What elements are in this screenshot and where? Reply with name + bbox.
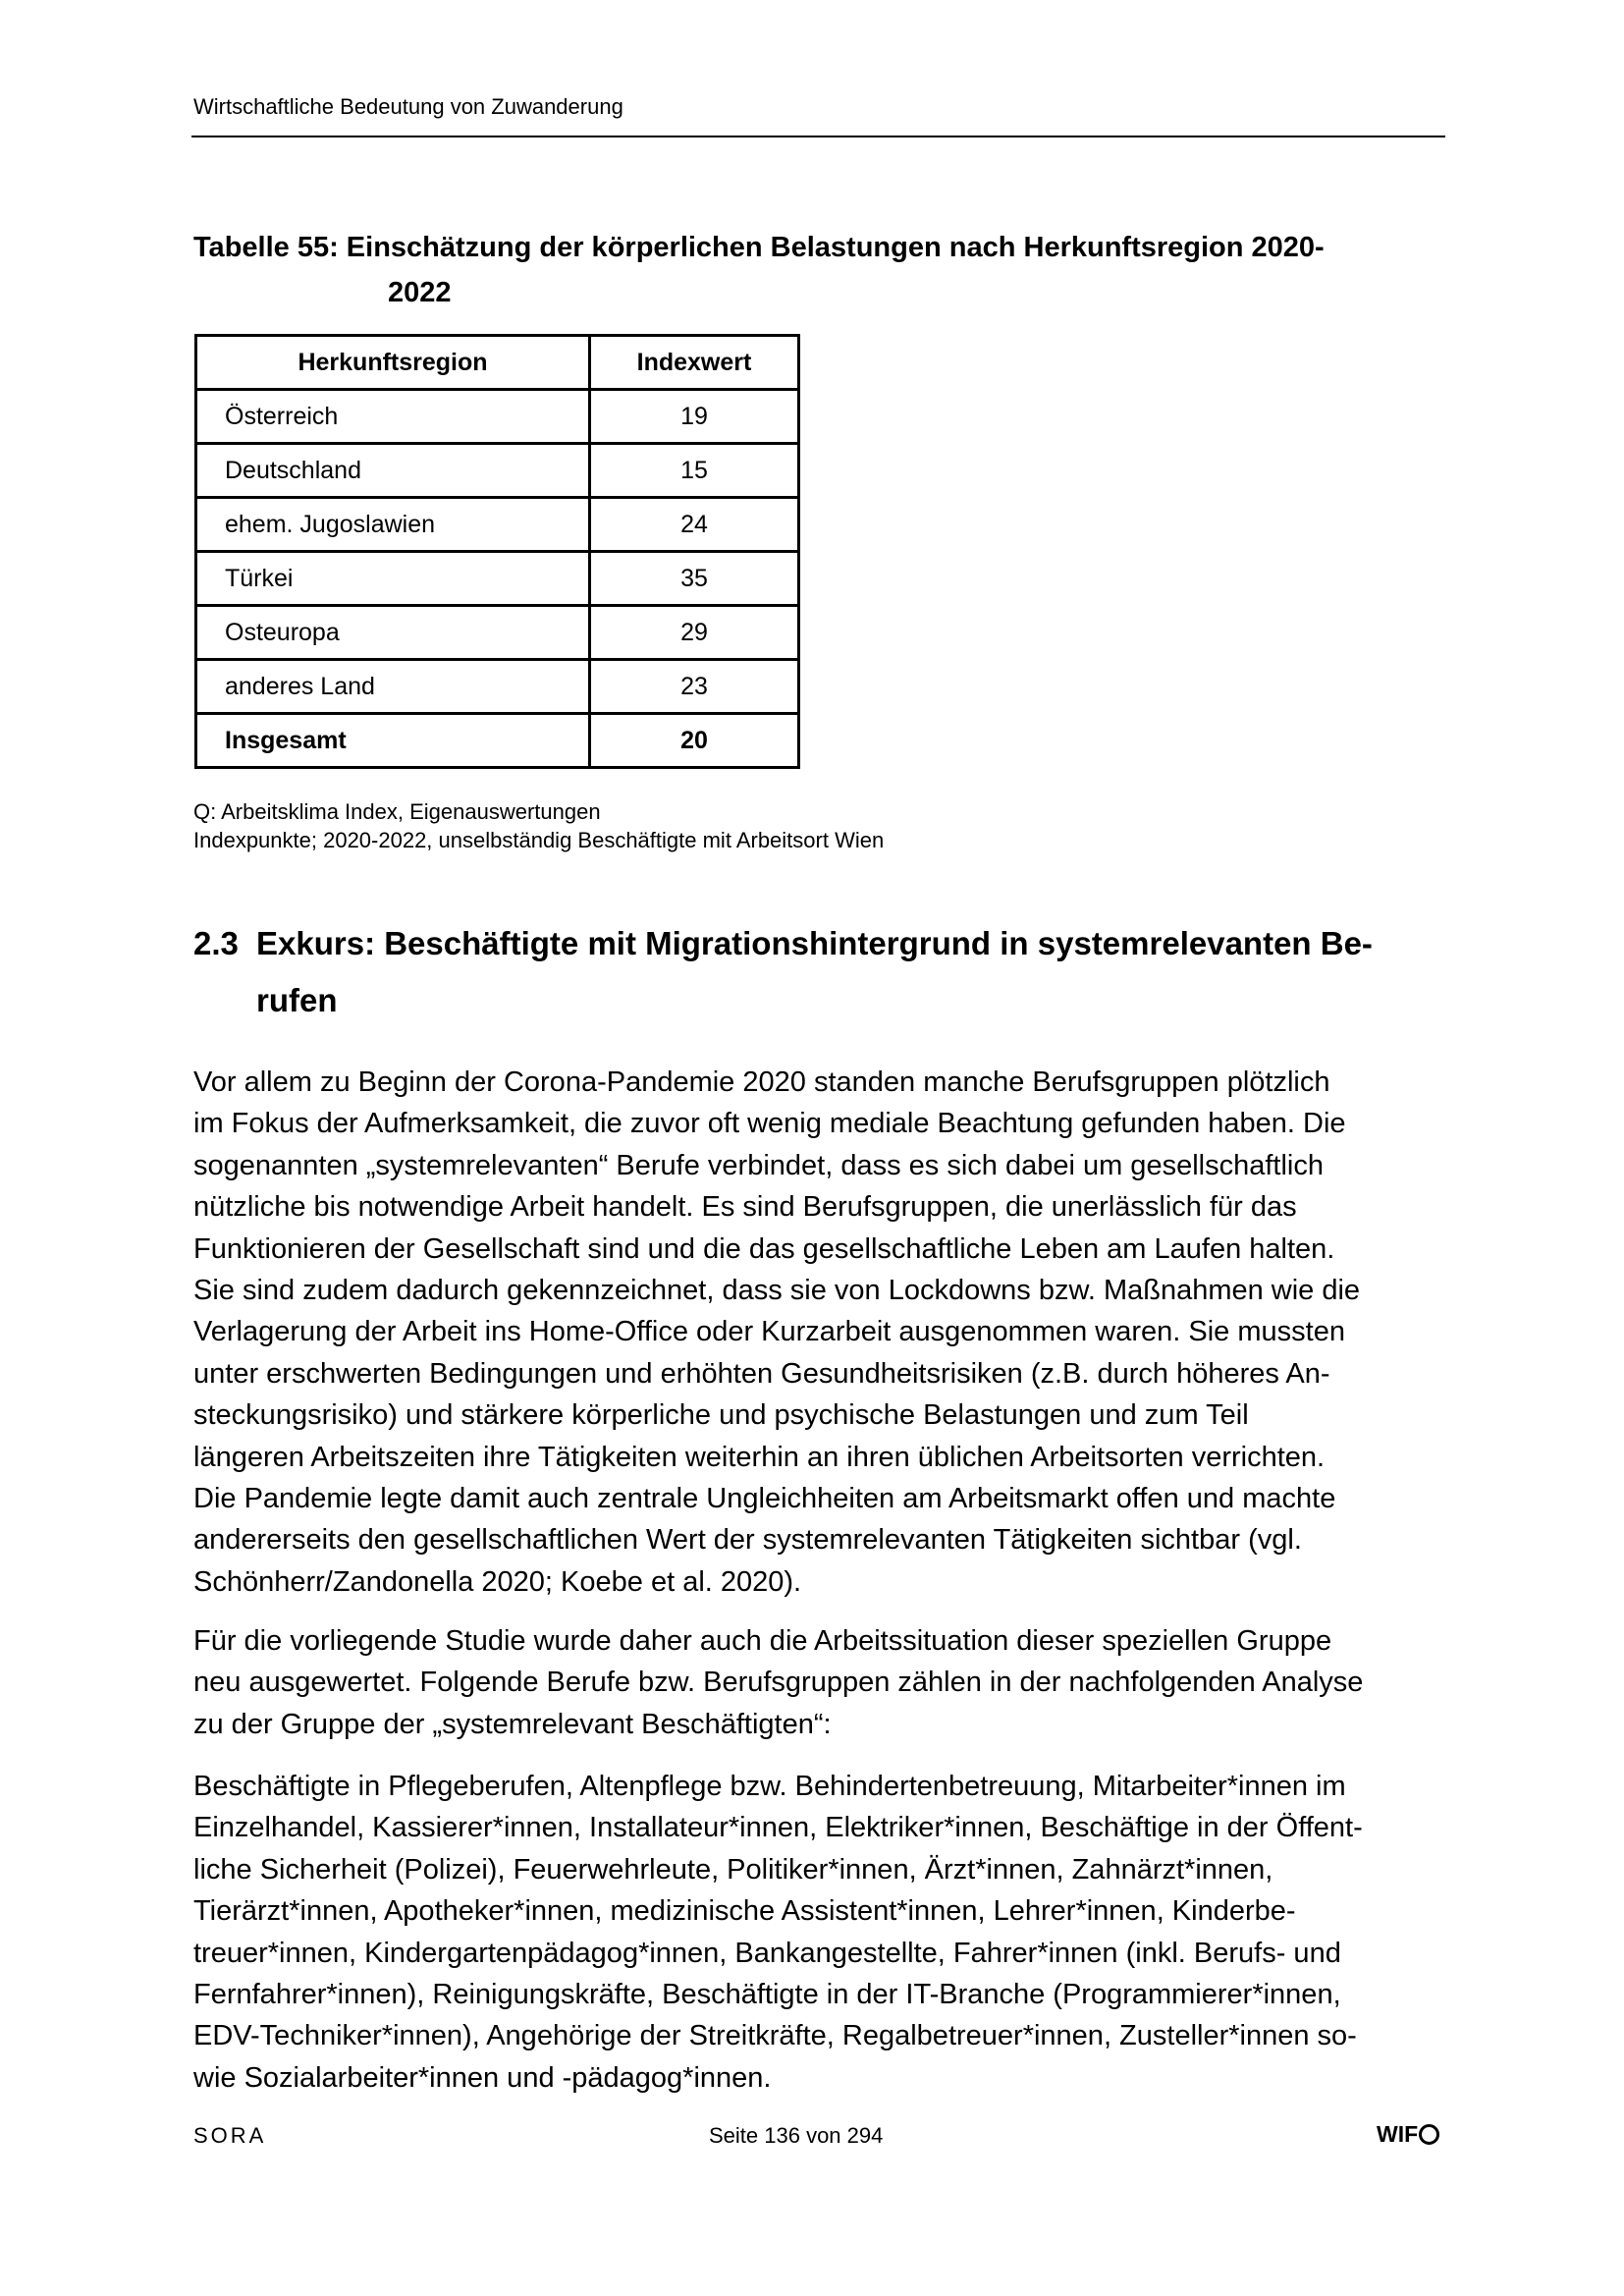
section-title [256, 915, 1454, 1029]
footer-publisher: SORA [193, 2123, 267, 2148]
table-note: Indexpunkte; 2020-2022, unselbständig Beschäftigte mit Arbeitsort Wien [193, 828, 885, 852]
table-header-row [196, 336, 799, 390]
paragraph-1 [193, 1062, 1452, 1603]
column-header-value: Indexwert [590, 336, 799, 390]
table-row [196, 606, 799, 660]
table-total-row [196, 714, 799, 768]
cell-region: ehem. Jugoslawien [196, 498, 590, 552]
page-number: Seite 136 von 294 [709, 2123, 884, 2148]
text-line: Beschäftigte in Pflegeberufen, Altenpflege bzw. Behindertenbetreuung, Mitarbeiter*innen im [193, 1771, 1346, 1802]
cell-value: 35 [590, 552, 799, 606]
text-line: nützliche bis notwendige Arbeit handelt. Es sind Berufsgruppen, die unerlässlich für das [193, 1191, 1297, 1224]
text-line: zu der Gruppe der „systemrelevant Beschäftigten“: [193, 1708, 832, 1740]
text-line: andererseits den gesellschaftlichen Wert der systemrelevanten Tätigkeiten sichtbar (vgl. [193, 1524, 1302, 1557]
cell-region: Osteuropa [196, 606, 590, 660]
cell-total-value: 20 [590, 714, 799, 768]
text-line: Verlagerung der Arbeit ins Home-Office oder Kurzarbeit ausgenommen waren. Sie mussten [193, 1316, 1345, 1348]
column-header-region: Herkunftsregion [196, 336, 590, 390]
section-title-line: rufen [256, 982, 338, 1018]
table-row [196, 660, 799, 714]
table-notes [193, 797, 884, 854]
section-number: 2.3 [193, 925, 239, 961]
text-line: im Fokus der Aufmerksamkeit, die zuvor oft wenig mediale Beachtung gefunden haben. Die [193, 1108, 1346, 1140]
text-line: Fernfahrer*innen), Reinigungskräfte, Beschäftigte in der IT-Branche (Programmierer*innen, [193, 1979, 1341, 2011]
logo-o-icon [1419, 2124, 1439, 2145]
cell-value: 19 [590, 390, 799, 444]
paragraph-2 [193, 1620, 1452, 1745]
logo-text: WIF [1377, 2121, 1419, 2147]
cell-value: 24 [590, 498, 799, 552]
text-line: Tierärzt*innen, Apotheker*innen, medizinische Assistent*innen, Lehrer*innen, Kinderbe- [193, 1895, 1296, 1928]
text-line: Vor allem zu Beginn der Corona-Pandemie 2020 standen manche Berufsgruppen plötzlich [193, 1066, 1330, 1098]
table-row [196, 552, 799, 606]
text-line: EDV-Techniker*innen), Angehörige der Streitkräfte, Regalbetreuer*innen, Zusteller*innen so- [193, 2020, 1357, 2052]
data-table [194, 334, 800, 769]
cell-region: Deutschland [196, 444, 590, 498]
table-row [196, 444, 799, 498]
section-title-line: Exkurs: Beschäftigte mit Migrationshintergrund in systemrelevanten Be- [256, 925, 1373, 961]
table-source: Q: Arbeitsklima Index, Eigenauswertungen [193, 799, 601, 824]
paragraph-3 [193, 1766, 1452, 2099]
table-row [196, 498, 799, 552]
cell-value: 23 [590, 660, 799, 714]
table-caption [193, 232, 1431, 308]
text-line: Sie sind zudem dadurch gekennzeichnet, dass sie von Lockdowns bzw. Maßnahmen wie die [193, 1275, 1361, 1307]
running-header: Wirtschaftliche Bedeutung von Zuwanderung [193, 94, 623, 119]
text-line: längeren Arbeitszeiten ihre Tätigkeiten weiterhin an ihren üblichen Arbeitsorten verrichten. [193, 1441, 1326, 1473]
text-line: unter erschwerten Bedingungen und erhöhten Gesundheitsrisiken (z.B. durch höheres An- [193, 1357, 1330, 1390]
cell-region: Türkei [196, 552, 590, 606]
table-row [196, 390, 799, 444]
text-line: liche Sicherheit (Polizei), Feuerwehrleute, Politiker*innen, Ärzt*innen, Zahnärzt*innen, [193, 1853, 1273, 1886]
text-line: sogenannten „systemrelevanten“ Berufe verbindet, dass es sich dabei um gesellschaftlich [193, 1149, 1324, 1181]
text-line: Schönherr/Zandonella 2020; Koebe et al. 2020). [193, 1565, 802, 1598]
cell-region: Österreich [196, 390, 590, 444]
text-line: Für die vorliegende Studie wurde daher auch die Arbeitssituation dieser speziellen Gruppe [193, 1625, 1332, 1657]
text-line: treuer*innen, Kindergartenpädagog*innen, Bankangestellte, Fahrer*innen (inkl. Berufs- und [193, 1937, 1341, 1969]
text-line: Funktionieren der Gesellschaft sind und die das gesellschaftliche Leben am Laufen halten. [193, 1232, 1335, 1265]
cell-region: anderes Land [196, 660, 590, 714]
text-line: wie Sozialarbeiter*innen und -pädagog*innen. [193, 2061, 772, 2094]
text-line: steckungsrisiko) und stärkere körperliche und psychische Belastungen und zum Teil [193, 1399, 1249, 1432]
cell-value: 29 [590, 606, 799, 660]
wifo-logo [1377, 2121, 1439, 2148]
table-caption-line2: 2022 [388, 277, 452, 308]
text-line: neu ausgewertet. Folgende Berufe bzw. Berufsgruppen zählen in der nachfolgenden Analyse [193, 1667, 1364, 1699]
text-line: Einzelhandel, Kassierer*innen, Installateur*innen, Elektriker*innen, Beschäftige in der Öffent- [193, 1812, 1363, 1844]
text-line: Die Pandemie legte damit auch zentrale Ungleichheiten am Arbeitsmarkt offen und machte [193, 1483, 1336, 1515]
table-caption-line1: Tabelle 55: Einschätzung der körperlichen Belastungen nach Herkunftsregion 2020- [193, 232, 1325, 263]
cell-value: 15 [590, 444, 799, 498]
cell-total-label: Insgesamt [196, 714, 590, 768]
header-rule [191, 136, 1445, 137]
